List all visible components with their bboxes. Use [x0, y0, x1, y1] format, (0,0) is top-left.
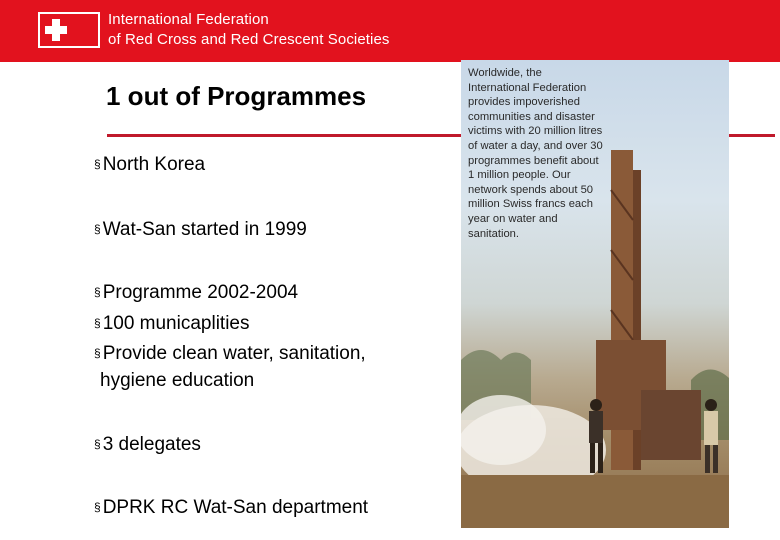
bullet-text: 3 delegates: [102, 434, 201, 455]
bullet-marker: §: [94, 437, 101, 451]
bullet-item: [94, 280, 298, 307]
header-bar: [0, 0, 780, 62]
bullet-item: [94, 217, 307, 244]
bullet-text: Provide clean water, sanitation,: [102, 343, 366, 364]
organization-name: [108, 10, 390, 50]
org-name-line2: of Red Cross and Red Crescent Societies: [108, 31, 390, 48]
bullet-item: [94, 311, 250, 338]
bullet-text: Wat-San started in 1999: [102, 219, 307, 240]
slide-title: 1 out of Programmes: [106, 81, 367, 111]
bullet-marker: §: [94, 222, 101, 236]
bullet-item: [94, 152, 205, 179]
red-crescent-icon: [72, 17, 98, 43]
bullet-marker: §: [94, 346, 101, 360]
bullet-text: Programme 2002-2004: [102, 282, 299, 303]
org-name-line1: International Federation: [108, 11, 269, 28]
bullet-item: [94, 432, 201, 459]
bullet-marker: §: [94, 500, 101, 514]
bullet-text: North Korea: [102, 154, 206, 175]
ifrc-logo: [38, 12, 100, 48]
red-cross-icon: [44, 18, 68, 42]
bullet-text: 100 municaplities: [102, 313, 250, 334]
bullet-item: [94, 341, 366, 368]
bullet-marker: §: [94, 285, 101, 299]
bullet-marker: §: [94, 316, 101, 330]
bullet-item: [94, 495, 368, 522]
bullet-text: DPRK RC Wat-San department: [102, 497, 369, 518]
photo-caption: Worldwide, the International Federation provides impoverished communities and disaster victims with 20 million litres of water a day, and over 30 programmes benefit about 1 million people. Our network spends about 50 million Swiss francs each year on water and sanitation.: [468, 67, 603, 240]
bullet-continuation: hygiene education: [100, 370, 255, 391]
drilling-rig-photo: [461, 60, 729, 528]
bullet-marker: §: [94, 157, 101, 171]
